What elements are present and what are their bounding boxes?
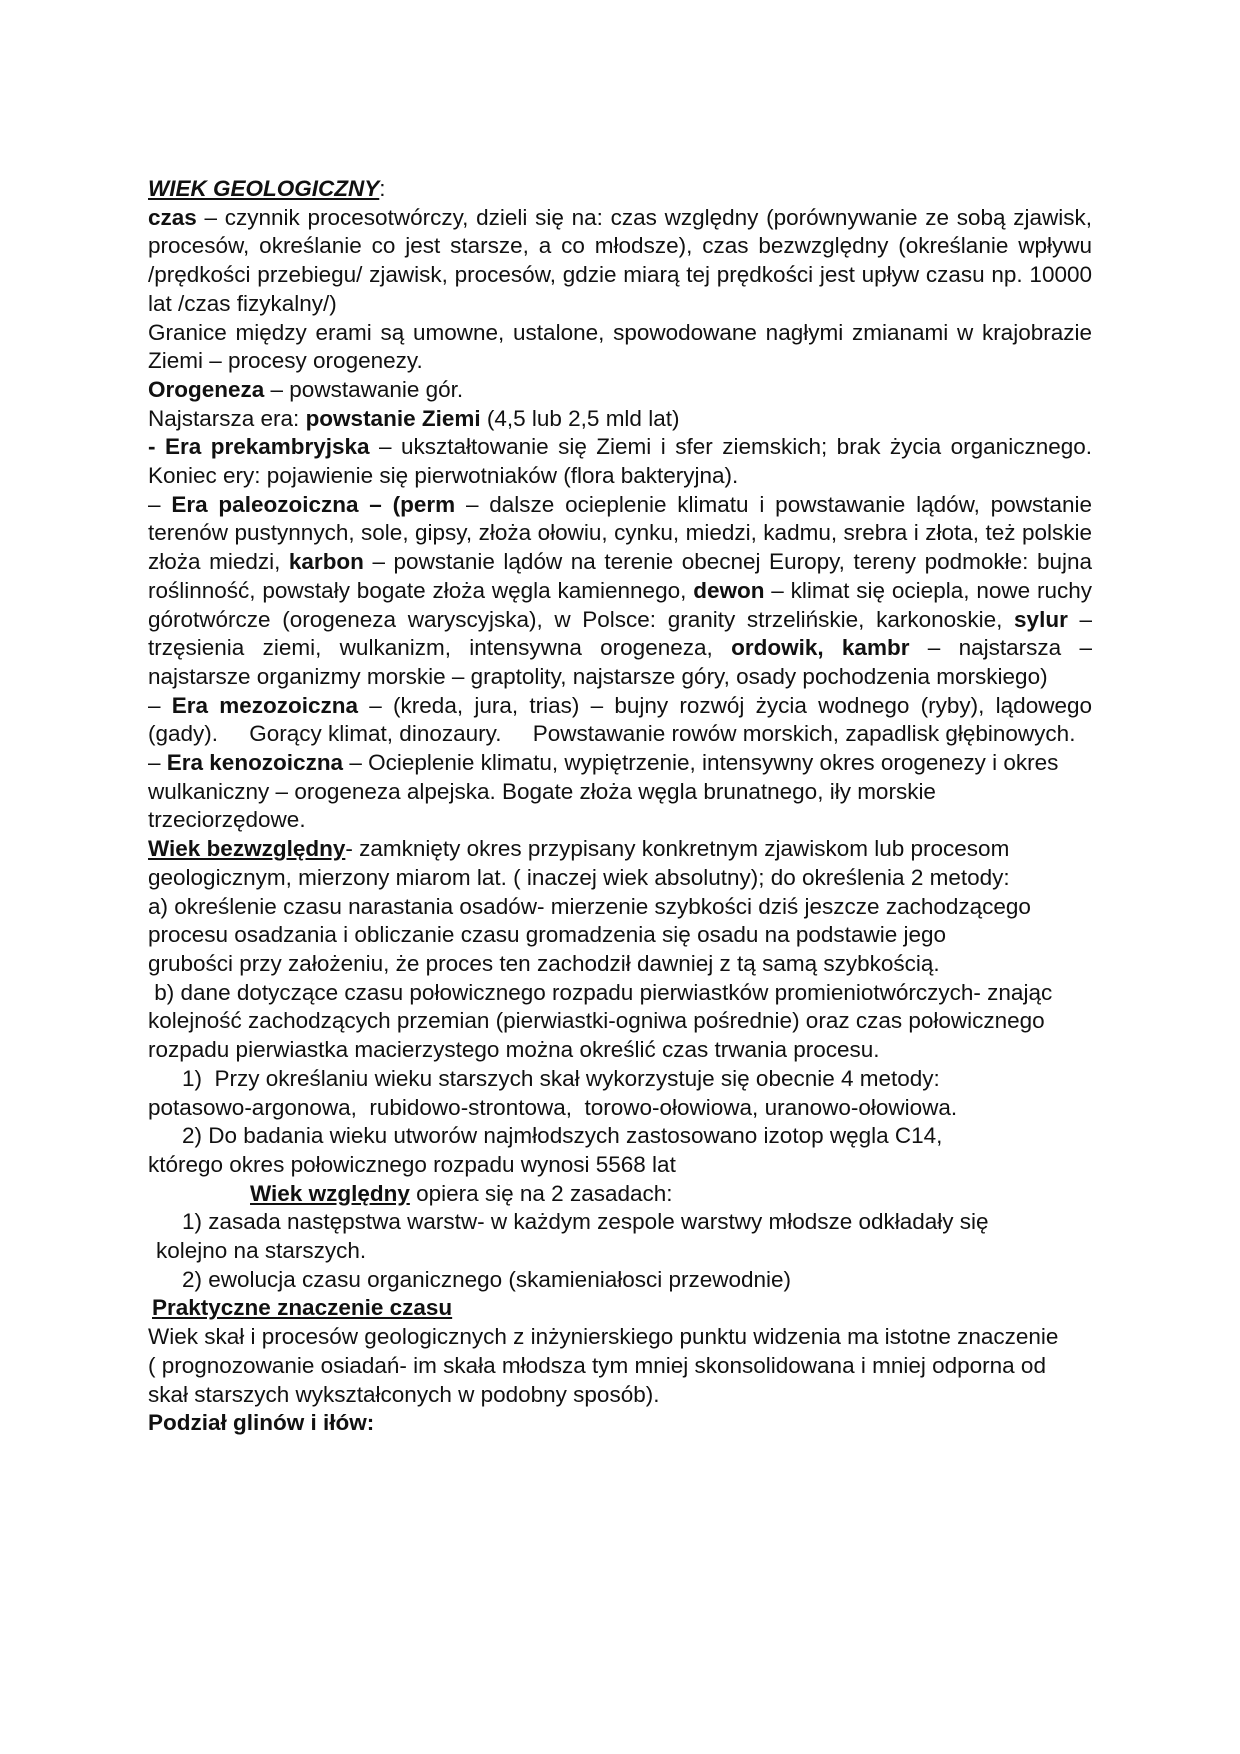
- prekambr-dash: -: [148, 434, 165, 460]
- orogeneza-text: – powstawanie gór.: [264, 376, 464, 402]
- najstarsza-pre: Najstarsza era:: [148, 405, 306, 431]
- wzgledny-text: opiera się na 2 zasadach:: [409, 1180, 673, 1206]
- najstarsza-post: (4,5 lub 2,5 mld lat): [480, 405, 680, 431]
- paleo-dash: –: [148, 491, 172, 517]
- list-item-2-line-1: 2) Do badania wieku utworów najmłodszych zastosowano izotop węgla C14,: [182, 1123, 943, 1149]
- list-item-1-line-1: 1) Przy określaniu wieku starszych skał wykorzystuje się obecnie 4 metody:: [182, 1065, 940, 1091]
- zasada-1-line-1: 1) zasada następstwa warstw- w każdym zespole warstwy młodsze odkładały się: [182, 1209, 989, 1235]
- zasada-2: 2) ewolucja czasu organicznego (skamieniałosci przewodnie): [182, 1266, 792, 1292]
- paleo-comma: ,: [817, 635, 842, 661]
- mezo-dash: –: [148, 692, 172, 718]
- paragraph-czas: [148, 204, 1092, 319]
- paragraph-metoda-b: b) dane dotyczące czasu połowicznego rozpadu pierwiastków promieniotwórczych- znając kolejność zachodzących przemian (pierwiastki-ogniwa pośrednie) oraz czas połowicznego rozpadu pierwiastka macierzystego można określić czas trwania procesu.: [148, 979, 1059, 1063]
- heading-wiek-bezwzgledny: Wiek bezwzględny: [148, 836, 346, 862]
- czas-text: – czynnik procesotwórczy, dzieli się na: czas względny (porównywanie ze sobą zjawisk, procesów, określanie co jest starsze, a co młodsze), czas bezwzględny (określanie wpływu /prędkości przebiegu/ zjawisk, procesów, gdzie miarą tej prędkości jest upływ czasu np. 10000 lat /czas fizykalny/): [148, 204, 1092, 316]
- term-powstanie-ziemi: powstanie Ziemi: [305, 405, 481, 431]
- title-colon: :: [379, 176, 386, 201]
- term-dewon: dewon: [693, 577, 765, 603]
- term-perm: perm: [400, 491, 456, 517]
- term-era-prekambryjska: Era prekambryjska: [164, 434, 370, 460]
- term-sylur: sylur: [1014, 606, 1068, 632]
- term-era-paleozoiczna: Era paleozoiczna: [171, 491, 359, 517]
- paragraph-wiek-bezwzgledny: [148, 835, 1092, 892]
- term-ordowik: ordowik: [731, 635, 818, 661]
- heading-podzial-glinow: Podział glinów i iłów:: [148, 1410, 375, 1436]
- keno-dash: –: [148, 750, 167, 776]
- paleo-text-3: – klimat się ociepla, nowe ruchy górotwórcze (orogeneza waryscyjska), w Polsce: granity strzelińskie, karkonoskie,: [148, 577, 1092, 632]
- keno-text: – Ocieplenie klimatu, wypiętrzenie, intensywny okres orogenezy i okres wulkaniczny – orogeneza alpejska. Bogate złoża węgla brunatnego, iły morskie trzeciorzędowe.: [148, 750, 1059, 833]
- paleo-text-6: – najstarsza – najstarsze organizmy morskie – graptolity, najstarsze góry, osady pochodzenia morskiego): [148, 635, 1092, 689]
- term-era-mezozoiczna: Era mezozoiczna: [171, 692, 359, 718]
- paragraph-prekambr: [148, 433, 1092, 490]
- prekambr-text: – ukształtowanie się Ziemi i sfer ziemskich; brak życia organicznego. Koniec ery: pojawienie się pierwotniaków (flora bakteryjna).: [148, 434, 1092, 489]
- list-item-1-line-2: potasowo-argonowa, rubidowo-strontowa, torowo-ołowiowa, uranowo-ołowiowa.: [148, 1094, 958, 1120]
- praktyczne-title: Praktyczne znaczenie czasu: [152, 1295, 453, 1321]
- paragraph-metoda-a: a) określenie czasu narastania osadów- mierzenie szybkości dziś jeszcze zachodzącego procesu osadzania i obliczanie czasu gromadzenia się osadu na podstawie jego grubości przy założeniu, że proces ten zachodził dawniej z tą samą szybkością.: [148, 893, 1031, 976]
- bezwzgledny-text: - zamknięty okres przypisany konkretnym zjawiskom lub procesom geologicznym, mierzony miarom lat. ( inaczej wiek absolutny); do określenia 2 metody:: [148, 836, 1010, 890]
- title-text: WIEK GEOLOGICZNY: [148, 176, 380, 201]
- paragraph-wiek-wzgledny: [148, 1180, 1092, 1209]
- paragraph-granice: Granice między erami są umowne, ustalone, spowodowane nagłymi zmianami w krajobrazie Ziemi – procesy orogenezy.: [148, 319, 1092, 374]
- term-karbon: karbon: [288, 549, 364, 575]
- paragraph-paleozoik: [148, 491, 1092, 692]
- paleo-text-1: – dalsze ocieplenie klimatu i powstawanie lądów, powstanie terenów pustynnych, sole, gipsy, złoża ołowiu, cynku, miedzi, kadmu, srebra i złota, też polskie złoża miedzi,: [148, 491, 1092, 575]
- term-orogeneza: Orogeneza: [148, 376, 265, 402]
- paragraph-kenozoik: [148, 749, 1092, 835]
- heading-praktyczne-znaczenie: [148, 1294, 1092, 1323]
- term-czas: czas: [148, 204, 197, 230]
- heading-wiek-wzgledny: Wiek względny: [250, 1180, 410, 1206]
- paragraph-praktyczne: Wiek skał i procesów geologicznych z inżynierskiego punktu widzenia ma istotne znaczenie ( prognozowanie osiadań- im skała młodsza tym mniej skonsolidowana i mniej odporna od skał starszych wykształconych w podobny sposób).: [148, 1324, 1059, 1407]
- paleo-text-4: – trzęsienia ziemi, wulkanizm, intensywna orogeneza,: [148, 606, 1092, 661]
- paragraph-orogeneza: [148, 376, 1092, 405]
- list-item-2-line-2: którego okres połowicznego rozpadu wynosi 5568 lat: [148, 1151, 676, 1177]
- mezo-text: – (kreda, jura, trias) – bujny rozwój życia wodnego (ryby), lądowego (gady). Gorący klimat, dinozaury. Powstawanie rowów morskich, zapadlisk głębinowych.: [148, 692, 1099, 747]
- term-era-kenozoiczna: Era kenozoiczna: [166, 750, 344, 776]
- paleo-open: – (: [358, 491, 401, 517]
- paleo-text-2: – powstanie lądów na terenie obecnej Europy, tereny podmokłe: bujna roślinność, powstały bogate złoża węgla kamiennego,: [148, 549, 1092, 603]
- zasada-1-line-2: kolejno na starszych.: [156, 1238, 367, 1264]
- term-kambr: kambr: [841, 635, 910, 661]
- paragraph-najstarsza: [148, 405, 1092, 434]
- paragraph-mezozoik: [148, 692, 1099, 749]
- document-title: [148, 175, 1092, 204]
